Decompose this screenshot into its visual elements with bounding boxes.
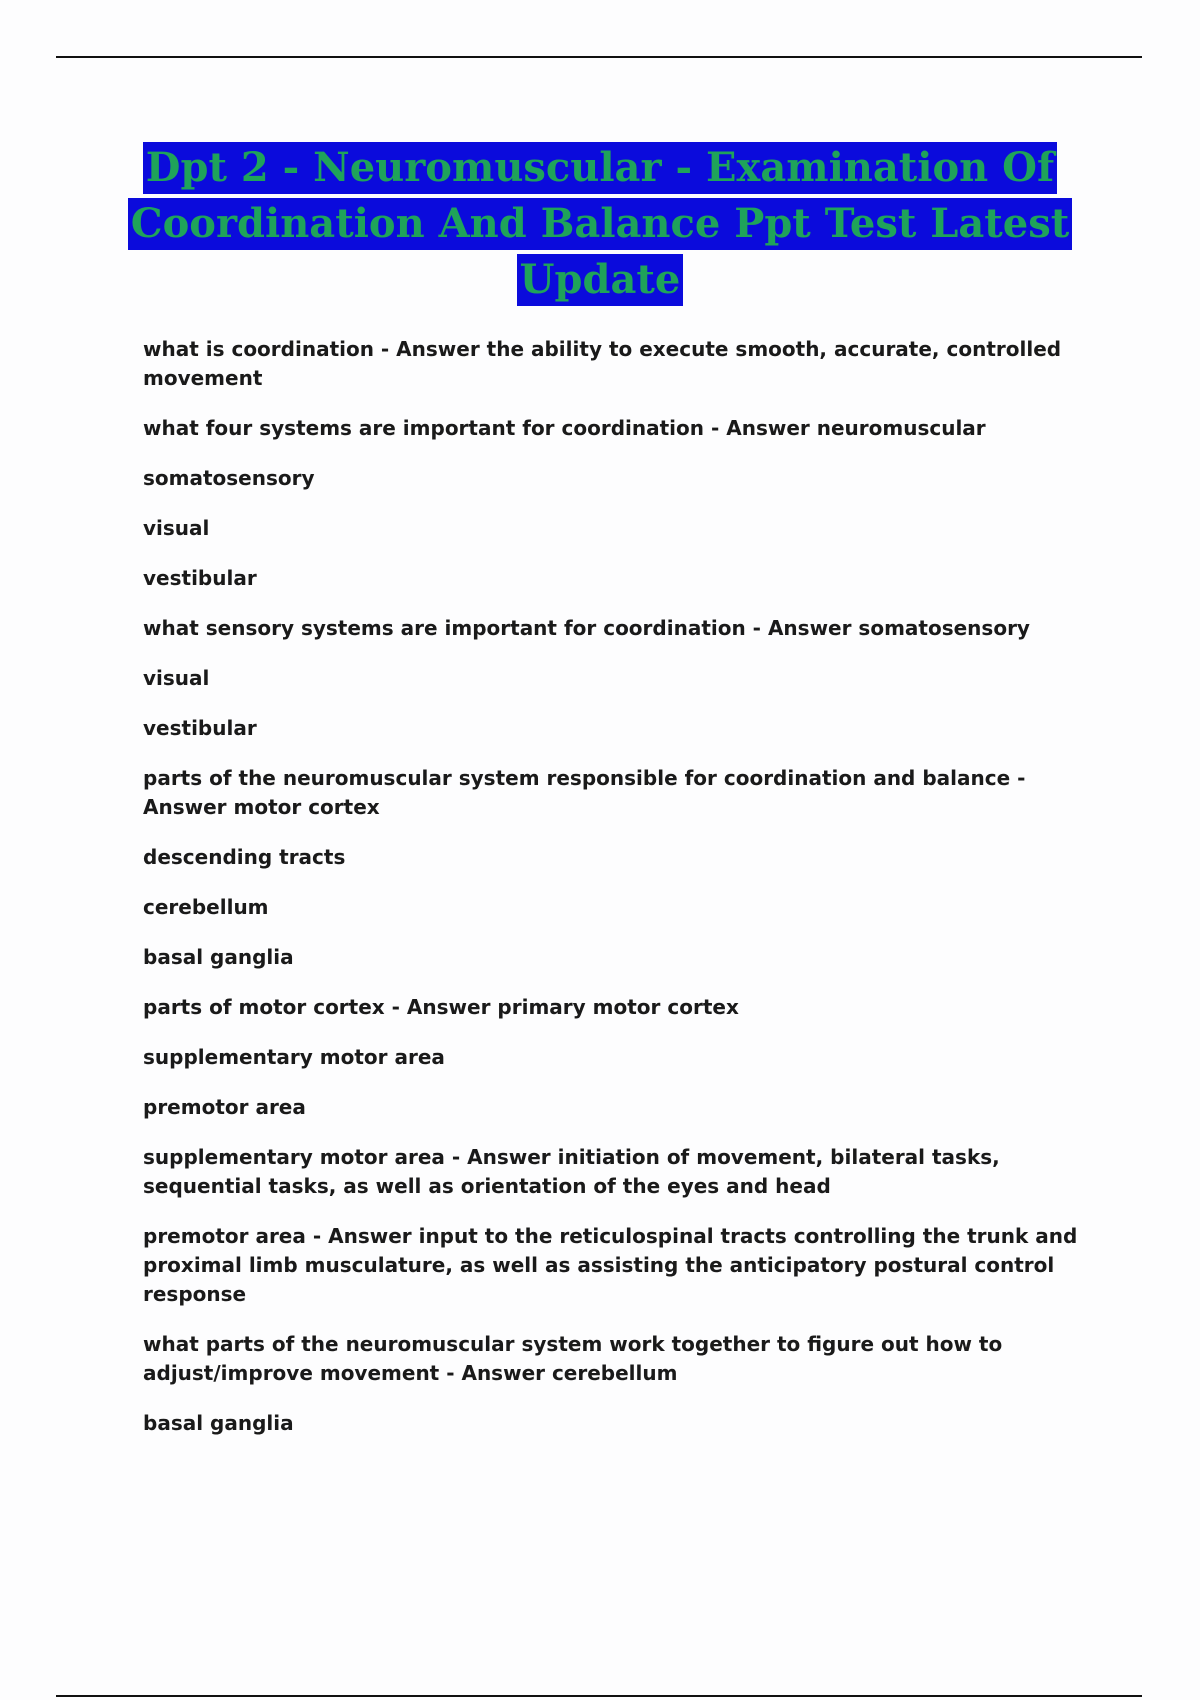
entry-sensory-systems: what sensory systems are important for coordination - Answer somatosensory (143, 616, 1030, 640)
entry-basal-ganglia: basal ganglia (143, 945, 294, 969)
entry-visual: visual (143, 516, 210, 540)
entry-visual-2: visual (143, 666, 210, 690)
title-line-3: Update (517, 254, 684, 306)
entry-coordination-definition: what is coordination - Answer the ability to execute smooth, accurate, controlled movement (143, 337, 1062, 390)
entry-somatosensory: somatosensory (143, 466, 315, 490)
title-line-2: Coordination And Balance Ppt Test Latest (128, 198, 1072, 250)
entry-vestibular: vestibular (143, 566, 257, 590)
entry-premotor-area: premotor area (143, 1095, 306, 1119)
document-title (100, 140, 1100, 308)
entry-motor-cortex-parts: parts of motor cortex - Answer primary motor cortex (143, 995, 739, 1019)
header-rule (56, 56, 1142, 58)
entry-vestibular-2: vestibular (143, 716, 257, 740)
entry-four-systems: what four systems are important for coordination - Answer neuromuscular (143, 416, 986, 440)
entry-supplementary-motor-area-def: supplementary motor area - Answer initiation of movement, bilateral tasks, sequential tasks, as well as orientation of the eyes and head (143, 1145, 1000, 1198)
entry-cerebellum: cerebellum (143, 895, 269, 919)
entry-premotor-area-def: premotor area - Answer input to the reticulospinal tracts controlling the trunk and proximal limb musculature, as well as assisting the anticipatory postural control response (143, 1224, 1078, 1306)
document-body (143, 335, 1083, 1459)
entry-basal-ganglia-2: basal ganglia (143, 1411, 294, 1435)
entry-supplementary-motor-area: supplementary motor area (143, 1045, 445, 1069)
entry-descending-tracts: descending tracts (143, 845, 346, 869)
footer-rule (56, 1695, 1142, 1697)
entry-adjust-movement: what parts of the neuromuscular system work together to figure out how to adjust/improve movement - Answer cerebellum (143, 1332, 1003, 1385)
title-line-1: Dpt 2 - Neuromuscular - Examination Of (143, 142, 1057, 194)
entry-neuromuscular-parts: parts of the neuromuscular system responsible for coordination and balance - Answer motor cortex (143, 766, 1026, 819)
